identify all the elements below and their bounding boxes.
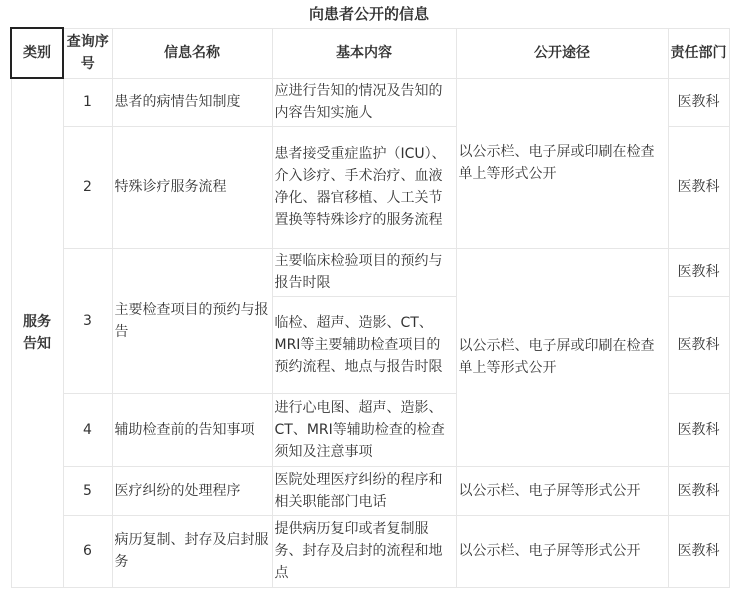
- row-name: 特殊诊疗服务流程: [112, 126, 272, 248]
- header-dept: 责任部门: [668, 28, 729, 78]
- row-no: 1: [63, 78, 112, 126]
- row-name: 患者的病情告知制度: [112, 78, 272, 126]
- header-no: 查询序号: [63, 28, 112, 78]
- header-content: 基本内容: [272, 28, 456, 78]
- table-row: [11, 515, 729, 587]
- row-dept: 医教科: [668, 393, 729, 466]
- row-channel: 以公示栏、电子屏或印刷在检查单上等形式公开: [456, 248, 668, 466]
- table-header-row: [11, 28, 729, 78]
- row-content: 应进行告知的情况及告知的内容告知实施人: [272, 78, 456, 126]
- row-dept: 医教科: [668, 466, 729, 515]
- row-no: 3: [63, 248, 112, 393]
- row-content: 进行心电图、超声、造影、CT、MRI等辅助检查的检查须知及注意事项: [272, 393, 456, 466]
- row-name: 主要检查项目的预约与报告: [112, 248, 272, 393]
- table-row: [11, 78, 729, 126]
- row-no: 6: [63, 515, 112, 587]
- info-table: [10, 27, 730, 588]
- header-name: 信息名称: [112, 28, 272, 78]
- table-row: [11, 248, 729, 296]
- page-title: 向患者公开的信息: [308, 5, 429, 23]
- row-name: 辅助检查前的告知事项: [112, 393, 272, 466]
- row-dept: 医教科: [668, 296, 729, 393]
- row-no: 5: [63, 466, 112, 515]
- row-no: 4: [63, 393, 112, 466]
- row-content: 主要临床检验项目的预约与报告时限: [272, 248, 456, 296]
- row-channel: 以公示栏、电子屏等形式公开: [456, 466, 668, 515]
- row-name: 医疗纠纷的处理程序: [112, 466, 272, 515]
- row-channel: 以公示栏、电子屏或印刷在检查单上等形式公开: [456, 78, 668, 248]
- row-content: 患者接受重症监护（ICU）、介入诊疗、手术治疗、血液净化、器官移植、人工关节置换等特殊诊疗的服务流程: [272, 126, 456, 248]
- row-channel: 以公示栏、电子屏等形式公开: [456, 515, 668, 587]
- row-name: 病历复制、封存及启封服务: [112, 515, 272, 587]
- header-channel: 公开途径: [456, 28, 668, 78]
- row-content: 提供病历复印或者复制服务、封存及启封的流程和地点: [272, 515, 456, 587]
- row-dept: 医教科: [668, 515, 729, 587]
- row-dept: 医教科: [668, 126, 729, 248]
- category-cell: 服务告知: [11, 78, 63, 587]
- row-no: 2: [63, 126, 112, 248]
- header-category: 类别: [11, 28, 63, 78]
- row-dept: 医教科: [668, 78, 729, 126]
- row-dept: 医教科: [668, 248, 729, 296]
- table-row: [11, 466, 729, 515]
- row-content: 医院处理医疗纠纷的程序和相关职能部门电话: [272, 466, 456, 515]
- row-content: 临检、超声、造影、CT、MRI等主要辅助检查项目的预约流程、地点与报告时限: [272, 296, 456, 393]
